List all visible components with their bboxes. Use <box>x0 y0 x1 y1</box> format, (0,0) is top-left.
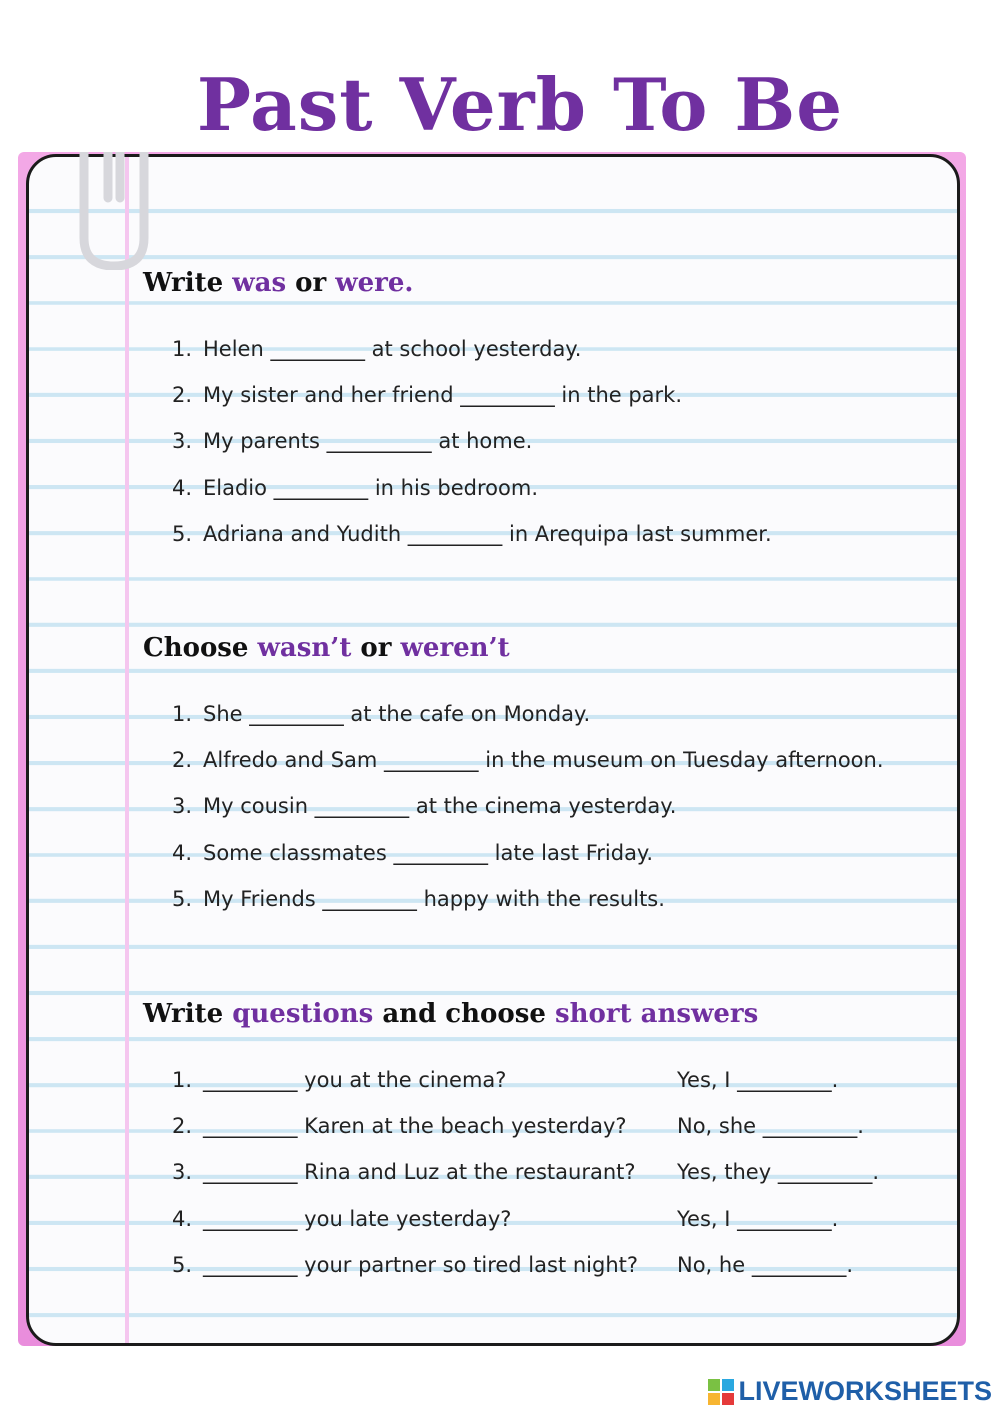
list-item: 1. She _________ at the cafe on Monday. <box>172 702 591 726</box>
section-2-list <box>172 691 884 922</box>
short-answer: Yes, I _________. <box>677 1206 839 1231</box>
list-item: 3. _________ Rina and Luz at the restaurant? Yes, they _________. <box>172 1149 932 1195</box>
short-answer: No, she _________. <box>677 1114 864 1139</box>
list-item: 4. _________ you late yesterday? Yes, I _________. <box>172 1196 932 1242</box>
list-item: 2. My sister and her friend _________ in the park. <box>172 383 683 408</box>
section-3-heading: Write questions and choose short answers <box>143 999 759 1029</box>
section-2-heading: Choose wasn’t or weren’t <box>143 633 510 663</box>
short-answer: Yes, they _________. <box>677 1160 879 1185</box>
paperclip-icon <box>78 152 150 270</box>
list-item: 5. Adriana and Yudith _________ in Arequipa last summer. <box>172 521 772 546</box>
section-1-heading: Write was or were. <box>143 268 414 298</box>
liveworksheets-logo-icon <box>708 1379 734 1405</box>
list-item: 5. _________ your partner so tired last night? No, he _________. <box>172 1242 932 1288</box>
page-title: Past Verb To Be <box>196 62 844 147</box>
list-item: 5. My Friends _________ happy with the results. <box>172 886 665 911</box>
list-item: 4. Eladio _________ in his bedroom. <box>172 475 538 500</box>
short-answer: Yes, I _________. <box>677 1068 839 1092</box>
section-1-list <box>172 326 772 557</box>
list-item: 4. Some classmates _________ late last Friday. <box>172 840 654 865</box>
margin-line <box>125 157 129 1343</box>
list-item: 3. My cousin _________ at the cinema yesterday. <box>172 794 677 819</box>
short-answer: No, he _________. <box>677 1252 853 1277</box>
list-item: 1. Helen _________ at school yesterday. <box>172 337 582 361</box>
list-item: 1. _________ you at the cinema? Yes, I _________. <box>172 1057 932 1103</box>
list-item: 2. _________ Karen at the beach yesterday? No, she _________. <box>172 1103 932 1149</box>
list-item: 2. Alfredo and Sam _________ in the museum on Tuesday afternoon. <box>172 748 884 773</box>
brand-name: LIVEWORKSHEETS <box>738 1376 992 1406</box>
list-item: 3. My parents __________ at home. <box>172 429 533 454</box>
brand-logo[interactable] <box>708 1376 992 1407</box>
section-3-list <box>172 1057 932 1288</box>
